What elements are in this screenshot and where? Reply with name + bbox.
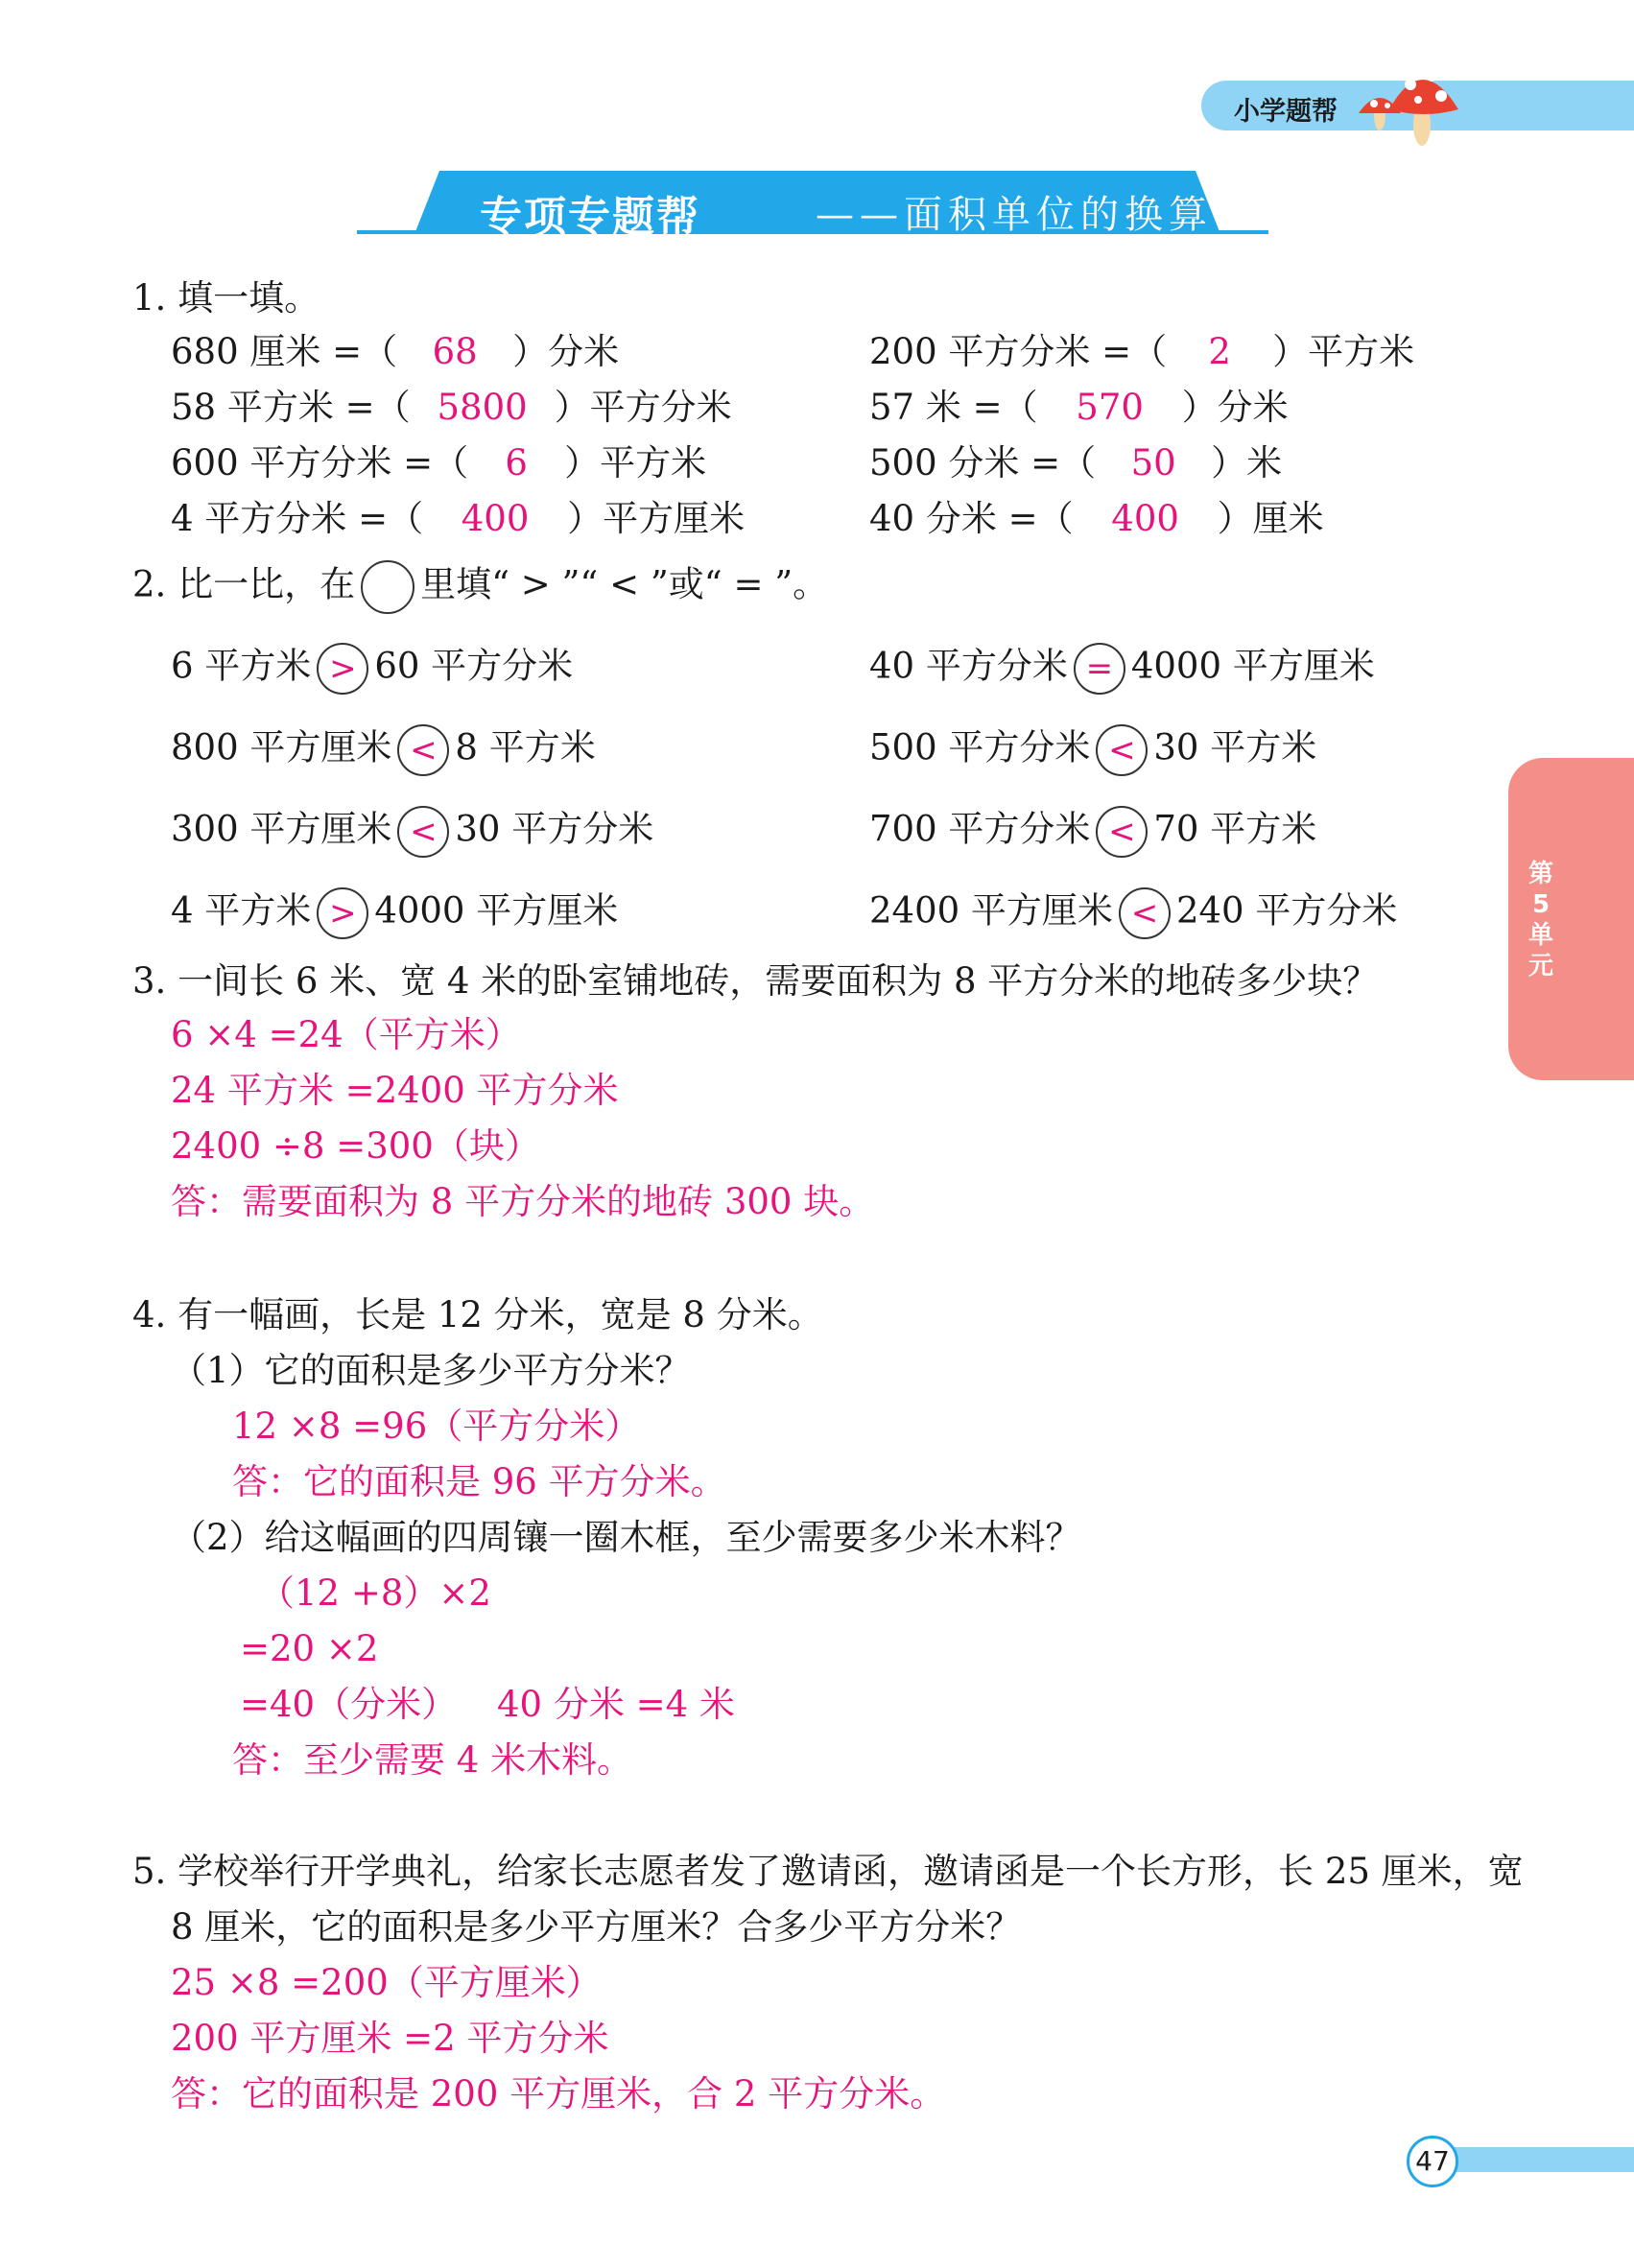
mushroom-logo-icon bbox=[1351, 56, 1466, 148]
q3-solution-line: 24 平方米 =2400 平方分米 bbox=[171, 1070, 619, 1111]
title-main: 专项专题帮 bbox=[480, 193, 700, 242]
q5-prompt: 5. 学校举行开学典礼，给家长志愿者发了邀请函，邀请函是一个长方形，长 25 厘米，宽 bbox=[132, 1851, 1524, 1892]
answer: 400 bbox=[1111, 498, 1179, 539]
unit-tab-label: 第5单元 bbox=[1527, 860, 1553, 980]
answer: 68 bbox=[432, 331, 478, 372]
q1-item: 500 分米 =（ 50 ）米 bbox=[869, 442, 1283, 484]
answer: 570 bbox=[1076, 387, 1144, 428]
q5-prompt-cont: 8 厘米，它的面积是多少平方厘米？合多少平方分米？ bbox=[171, 1906, 1022, 1948]
compare-item: 500 平方分米 < 30 平方米 bbox=[869, 724, 1316, 776]
compare-item: 2400 平方厘米 < 240 平方分米 bbox=[869, 887, 1397, 939]
compare-answer: < bbox=[1096, 724, 1148, 776]
compare-item: 6 平方米 > 60 平方分米 bbox=[171, 643, 573, 695]
q1-item: 40 分米 =（ 400 ）厘米 bbox=[869, 498, 1324, 539]
q1-item: 4 平方分米 =（ 400 ）平方厘米 bbox=[171, 498, 746, 539]
q1-item: 200 平方分米 =（ 2 ）平方米 bbox=[869, 331, 1415, 372]
compare-item: 800 平方厘米 < 8 平方米 bbox=[171, 724, 596, 776]
title-subtitle: ——面积单位的换算 bbox=[816, 193, 1213, 237]
answer: 5800 bbox=[437, 387, 528, 428]
q1-item: 600 平方分米 =（ 6 ）平方米 bbox=[171, 442, 707, 484]
brand-name: 小学题帮 bbox=[1234, 97, 1338, 127]
q4-prompt: 4. 有一幅画，长是 12 分米，宽是 8 分米。 bbox=[132, 1294, 823, 1335]
q3-prompt: 3. 一间长 6 米、宽 4 米的卧室铺地砖，需要面积为 8 平方分米的地砖多少块？ bbox=[132, 960, 1379, 1002]
q1-prompt: 1. 填一填。 bbox=[132, 277, 320, 319]
compare-answer: > bbox=[317, 887, 368, 939]
compare-item: 300 平方厘米 < 30 平方分米 bbox=[171, 806, 653, 858]
q3-solution-line: 2400 ÷8 =300（块） bbox=[171, 1125, 540, 1167]
circle-placeholder-icon bbox=[361, 560, 414, 614]
answer: 400 bbox=[461, 498, 530, 539]
q4-part1-prompt: （1）它的面积是多少平方分米？ bbox=[171, 1350, 691, 1391]
compare-answer: < bbox=[397, 806, 449, 858]
q4-part2-solution: =20 ×2 bbox=[240, 1628, 379, 1669]
q3-answer: 答：需要面积为 8 平方分米的地砖 300 块。 bbox=[171, 1181, 875, 1222]
q1-item: 57 米 =（ 570 ）分米 bbox=[869, 387, 1289, 428]
q2-prompt: 2. 比一比，在 里填“ > ”“ < ”或“ = ”。 bbox=[132, 560, 828, 614]
compare-item: 700 平方分米 < 70 平方米 bbox=[869, 806, 1316, 858]
q5-solution-line: 200 平方厘米 =2 平方分米 bbox=[171, 2018, 609, 2059]
q4-part2-solution: （12 +8）×2 bbox=[259, 1572, 491, 1614]
q5-solution-line: 25 ×8 =200（平方厘米） bbox=[171, 1962, 602, 2003]
page-number-bar bbox=[1430, 2147, 1634, 2172]
compare-item: 40 平方分米 = 4000 平方厘米 bbox=[869, 643, 1375, 695]
q1-item: 680 厘米 =（ 68 ）分米 bbox=[171, 331, 620, 372]
answer: 50 bbox=[1130, 442, 1176, 484]
q4-part2-solution: =40（分米） bbox=[240, 1684, 458, 1725]
answer: 2 bbox=[1208, 331, 1231, 372]
page-number: 47 bbox=[1407, 2136, 1458, 2187]
q4-part2-conversion: 40 分米 =4 米 bbox=[497, 1684, 735, 1725]
compare-answer: < bbox=[1096, 806, 1148, 858]
q1-item: 58 平方米 =（ 5800 ）平方分米 bbox=[171, 387, 732, 428]
compare-answer: < bbox=[397, 724, 449, 776]
q4-part1-solution: 12 ×8 =96（平方分米） bbox=[232, 1406, 641, 1447]
compare-item: 4 平方米 > 4000 平方厘米 bbox=[171, 887, 618, 939]
compare-answer: = bbox=[1074, 643, 1125, 695]
compare-answer: < bbox=[1119, 887, 1171, 939]
q5-answer: 答：它的面积是 200 平方厘米，合 2 平方分米。 bbox=[171, 2073, 946, 2114]
q4-part2-prompt: （2）给这幅画的四周镶一圈木框，至少需要多少米木料？ bbox=[171, 1517, 1081, 1558]
q4-part2-answer: 答：至少需要 4 米木料。 bbox=[232, 1739, 633, 1781]
answer: 6 bbox=[505, 442, 528, 484]
q4-part1-answer: 答：它的面积是 96 平方分米。 bbox=[232, 1461, 726, 1502]
compare-answer: > bbox=[317, 643, 368, 695]
q3-solution-line: 6 ×4 =24（平方米） bbox=[171, 1014, 521, 1055]
